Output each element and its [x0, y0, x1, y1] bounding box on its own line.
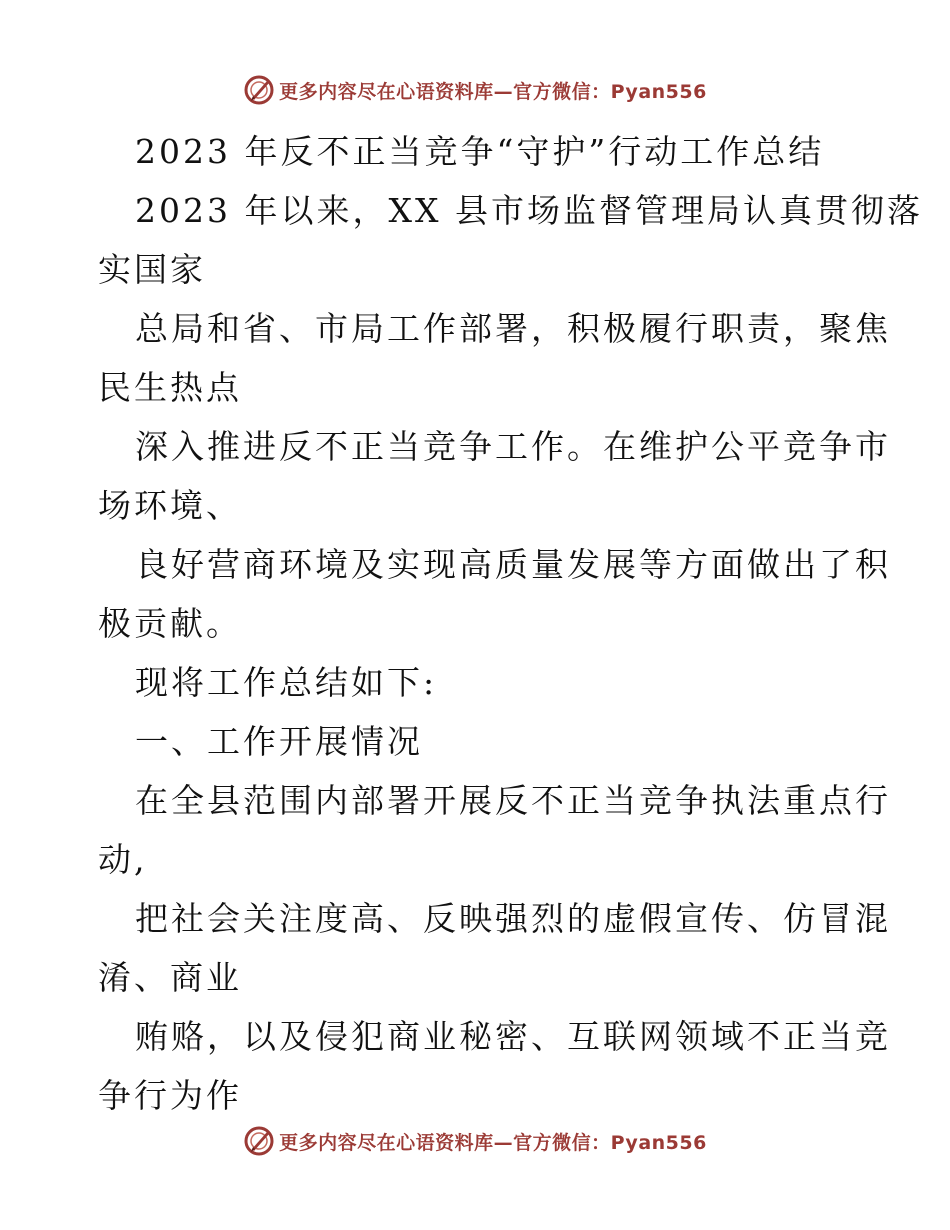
footer-banner — [0, 1121, 950, 1161]
paragraph-line: 贿赂，以及侵犯商业秘密、互联网领域不正当竞 — [135, 1017, 891, 1056]
paragraph-line: 现将工作总结如下: — [135, 663, 438, 702]
paragraph-line: 总局和省、市局工作部署，积极履行职责，聚焦 — [135, 309, 891, 348]
quill-seal-icon — [243, 74, 275, 106]
paragraph-line: 实国家 — [98, 250, 206, 289]
paragraph-line: 把社会关注度高、反映强烈的虚假宣传、仿冒混 — [135, 899, 891, 938]
quill-seal-icon — [243, 1125, 275, 1157]
paragraph-line: 民生热点 — [98, 368, 242, 407]
paragraph-line: 2023 年以来，XX 县市场监督管理局认真贯彻落 — [135, 191, 923, 230]
paragraph-line: 深入推进反不正当竞争工作。在维护公平竞争市 — [135, 427, 891, 466]
paragraph-line: 极贡献。 — [98, 604, 242, 643]
document-body — [98, 122, 923, 1125]
paragraph-line: 在全县范围内部署开展反不正当竞争执法重点行 — [135, 781, 891, 820]
header-banner — [0, 70, 950, 110]
document-title: 2023 年反不正当竞争“守护”行动工作总结 — [135, 132, 825, 171]
paragraph-line: 场环境、 — [98, 486, 242, 525]
header-banner-text: 更多内容尽在心语资料库—官方微信：Pyan556 — [279, 80, 707, 103]
footer-banner-text: 更多内容尽在心语资料库—官方微信：Pyan556 — [279, 1131, 707, 1154]
section-heading: 一、工作开展情况 — [135, 722, 423, 761]
paragraph-line: 动, — [98, 840, 148, 879]
paragraph-line: 淆、商业 — [98, 958, 242, 997]
paragraph-line: 争行为作 — [98, 1076, 242, 1115]
paragraph-line: 良好营商环境及实现高质量发展等方面做出了积 — [135, 545, 891, 584]
